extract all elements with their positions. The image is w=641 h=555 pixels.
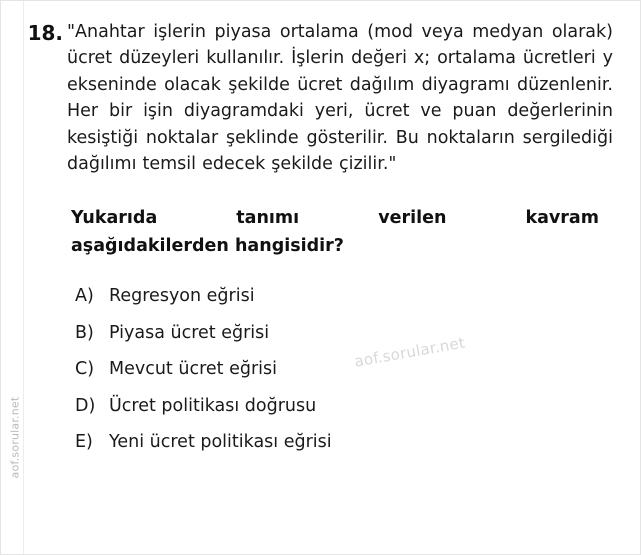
option-e-letter: E) (75, 432, 93, 453)
question-content (67, 19, 623, 468)
option-d-letter: D) (75, 395, 96, 416)
option-a[interactable] (75, 285, 623, 307)
options-list (67, 285, 623, 453)
prompt-line-2: aşağıdakilerden hangisidir? (71, 236, 344, 257)
option-e[interactable] (75, 431, 623, 453)
question-prompt (67, 205, 623, 259)
prompt-line-1 (71, 205, 599, 231)
question-number: 18. (27, 21, 63, 45)
option-c-letter: C) (75, 359, 95, 380)
option-a-letter: A) (75, 286, 94, 307)
prompt-word-3: verilen (378, 208, 447, 229)
option-b-text: Piyasa ücret eğrisi (109, 322, 270, 343)
option-b[interactable] (75, 322, 623, 344)
option-b-letter: B) (75, 322, 94, 343)
option-a-text: Regresyon eğrisi (109, 286, 255, 307)
prompt-word-4: kavram (525, 208, 599, 229)
option-c-text: Mevcut ücret eğrisi (109, 359, 277, 380)
option-c[interactable] (75, 358, 623, 380)
center-watermark: aof.sorular.net (353, 333, 467, 371)
prompt-word-1: Yukarıda (71, 208, 158, 229)
option-d[interactable] (75, 395, 623, 417)
option-e-text: Yeni ücret politikası eğrisi (109, 432, 332, 453)
question-stem: "Anahtar işlerin piyasa ortalama (mod veya medyan olarak) ücret düzeyleri kullanılır. İşlerin değeri x; ortalama ücretleri y ekseninde olacak şekilde ücret dağılım diyagramı düzenlenir. Her bir işin diyagramdaki yeri, ücret ve puan değerlerinin kesiştiği noktalar şeklinde gösterilir. Bu noktaların sergilediği dağılımı temsil edecek şekilde çizilir." (67, 22, 613, 175)
left-rail (1, 1, 24, 554)
rail-watermark: aof.sorular.net (8, 396, 22, 479)
prompt-word-2: tanımı (236, 208, 300, 229)
option-d-text: Ücret politikası doğrusu (109, 395, 317, 416)
